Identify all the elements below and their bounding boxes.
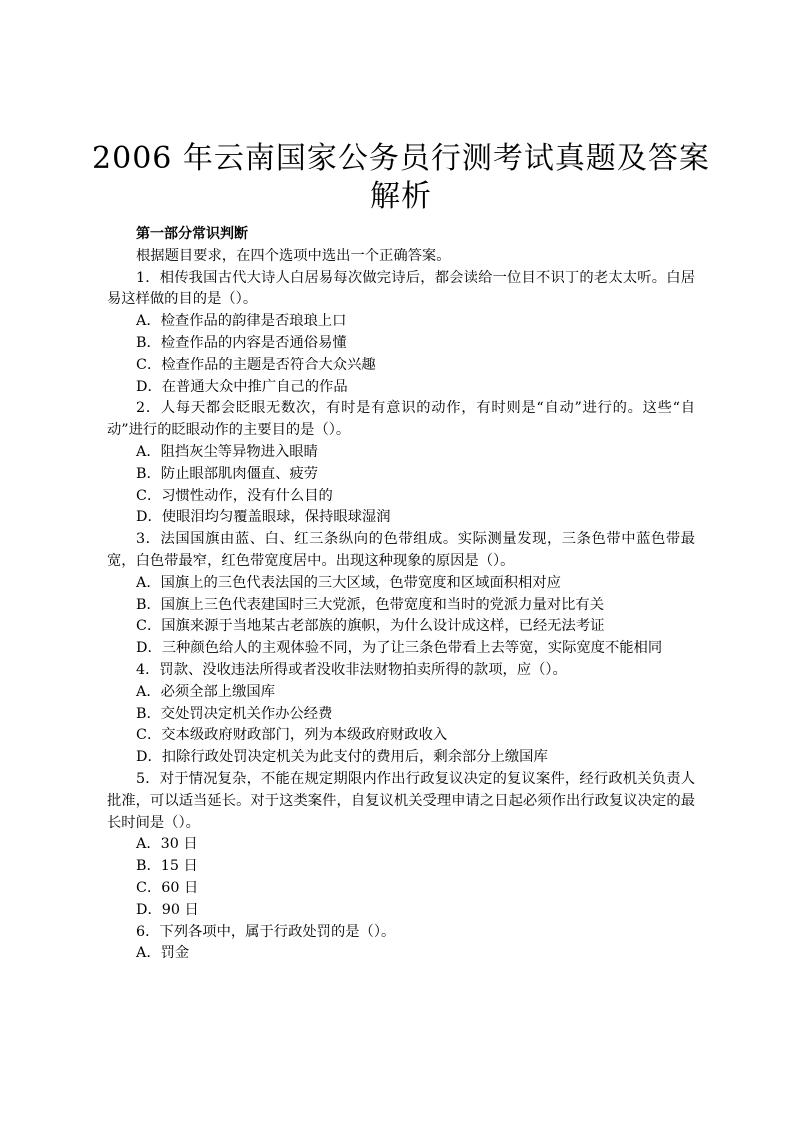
document-page: [92, 140, 710, 965]
option-b: B．国旗上三色代表建国时三大党派，色带宽度和当时的党派力量对比有关: [136, 596, 605, 613]
option-b: B．15 日: [136, 858, 198, 875]
option-c: C．国旗来源于当地某古老部族的旗帜，为什么设计成这样，已经无法考证: [136, 618, 605, 635]
question-1: [107, 268, 695, 399]
section-instruction: 根据题目要求，在四个选项中选出一个正确答案。: [136, 247, 451, 264]
question-2: [107, 398, 695, 529]
question-6: [107, 922, 695, 966]
question-stem: 6．下列各项中，属于行政处罚的是（）。: [136, 923, 396, 940]
question-stem: 2．人每天都会眨眼无数次，有时是有意识的动作，有时则是“自动”进行的。这些“自动”进行的眨眼动作的主要目的是（）。: [107, 400, 695, 439]
option-b: B．交处罚决定机关作办公经费: [136, 705, 333, 722]
question-stem: 4．罚款、没收违法所得或者没收非法财物拍卖所得的款项，应（）。: [136, 661, 567, 678]
option-a: A．检查作品的韵律是否琅琅上口: [136, 313, 347, 330]
option-a: A．罚金: [136, 945, 190, 962]
option-c: C．60 日: [136, 879, 199, 896]
option-a: A．阻挡灰尘等异物进入眼睛: [136, 443, 318, 460]
question-stem: 3．法国国旗由蓝、白、红三条纵向的色带组成。实际测量发现，三条色带中蓝色带最宽，白色带最窄，红色带宽度居中。出现这种现象的原因是（）。: [107, 531, 695, 569]
question-stem: 5．对于情况复杂，不能在规定期限内作出行政复议决定的复议案件，经行政机关负责人批准，可以适当延长。对于这类案件，自复议机关受理申请之日起必须作出行政复议决定的最长时间是（）。: [107, 770, 695, 831]
option-c: C．检查作品的主题是否符合大众兴趣: [136, 356, 376, 373]
question-5: [107, 769, 695, 922]
question-3: [107, 529, 695, 660]
option-d: D．90 日: [136, 901, 199, 918]
question-stem: 1．相传我国古代大诗人白居易每次做完诗后，都会读给一位目不识丁的老太太听。白居易这样做的目的是（）。: [107, 269, 695, 308]
question-4: [107, 660, 695, 769]
option-a: A．必须全部上缴国库: [136, 683, 275, 700]
option-c: C．习惯性动作，没有什么目的: [136, 487, 333, 504]
option-d: D．扣除行政处罚决定机关为此支付的费用后，剩余部分上缴国库: [136, 749, 548, 766]
option-c: C．交本级政府财政部门，列为本级政府财政收入: [136, 727, 448, 744]
option-d: D．三种颜色给人的主观体验不同，为了让三条色带看上去等宽，实际宽度不能相同: [136, 640, 663, 657]
document-title: 2006 年云南国家公务员行测考试真题及答案解析: [92, 141, 710, 214]
option-d: D．在普通大众中推广自己的作品: [136, 378, 348, 395]
option-a: A．30 日: [136, 836, 198, 853]
option-d: D．使眼泪均匀覆盖眼球，保持眼球湿润: [136, 509, 391, 526]
option-b: B．检查作品的内容是否通俗易懂: [136, 334, 347, 351]
section-heading: 第一部分常识判断: [136, 226, 248, 242]
option-a: A．国旗上的三色代表法国的三大区域，色带宽度和区域面积相对应: [136, 574, 561, 591]
option-b: B．防止眼部肌肉僵直、疲劳: [136, 465, 319, 482]
